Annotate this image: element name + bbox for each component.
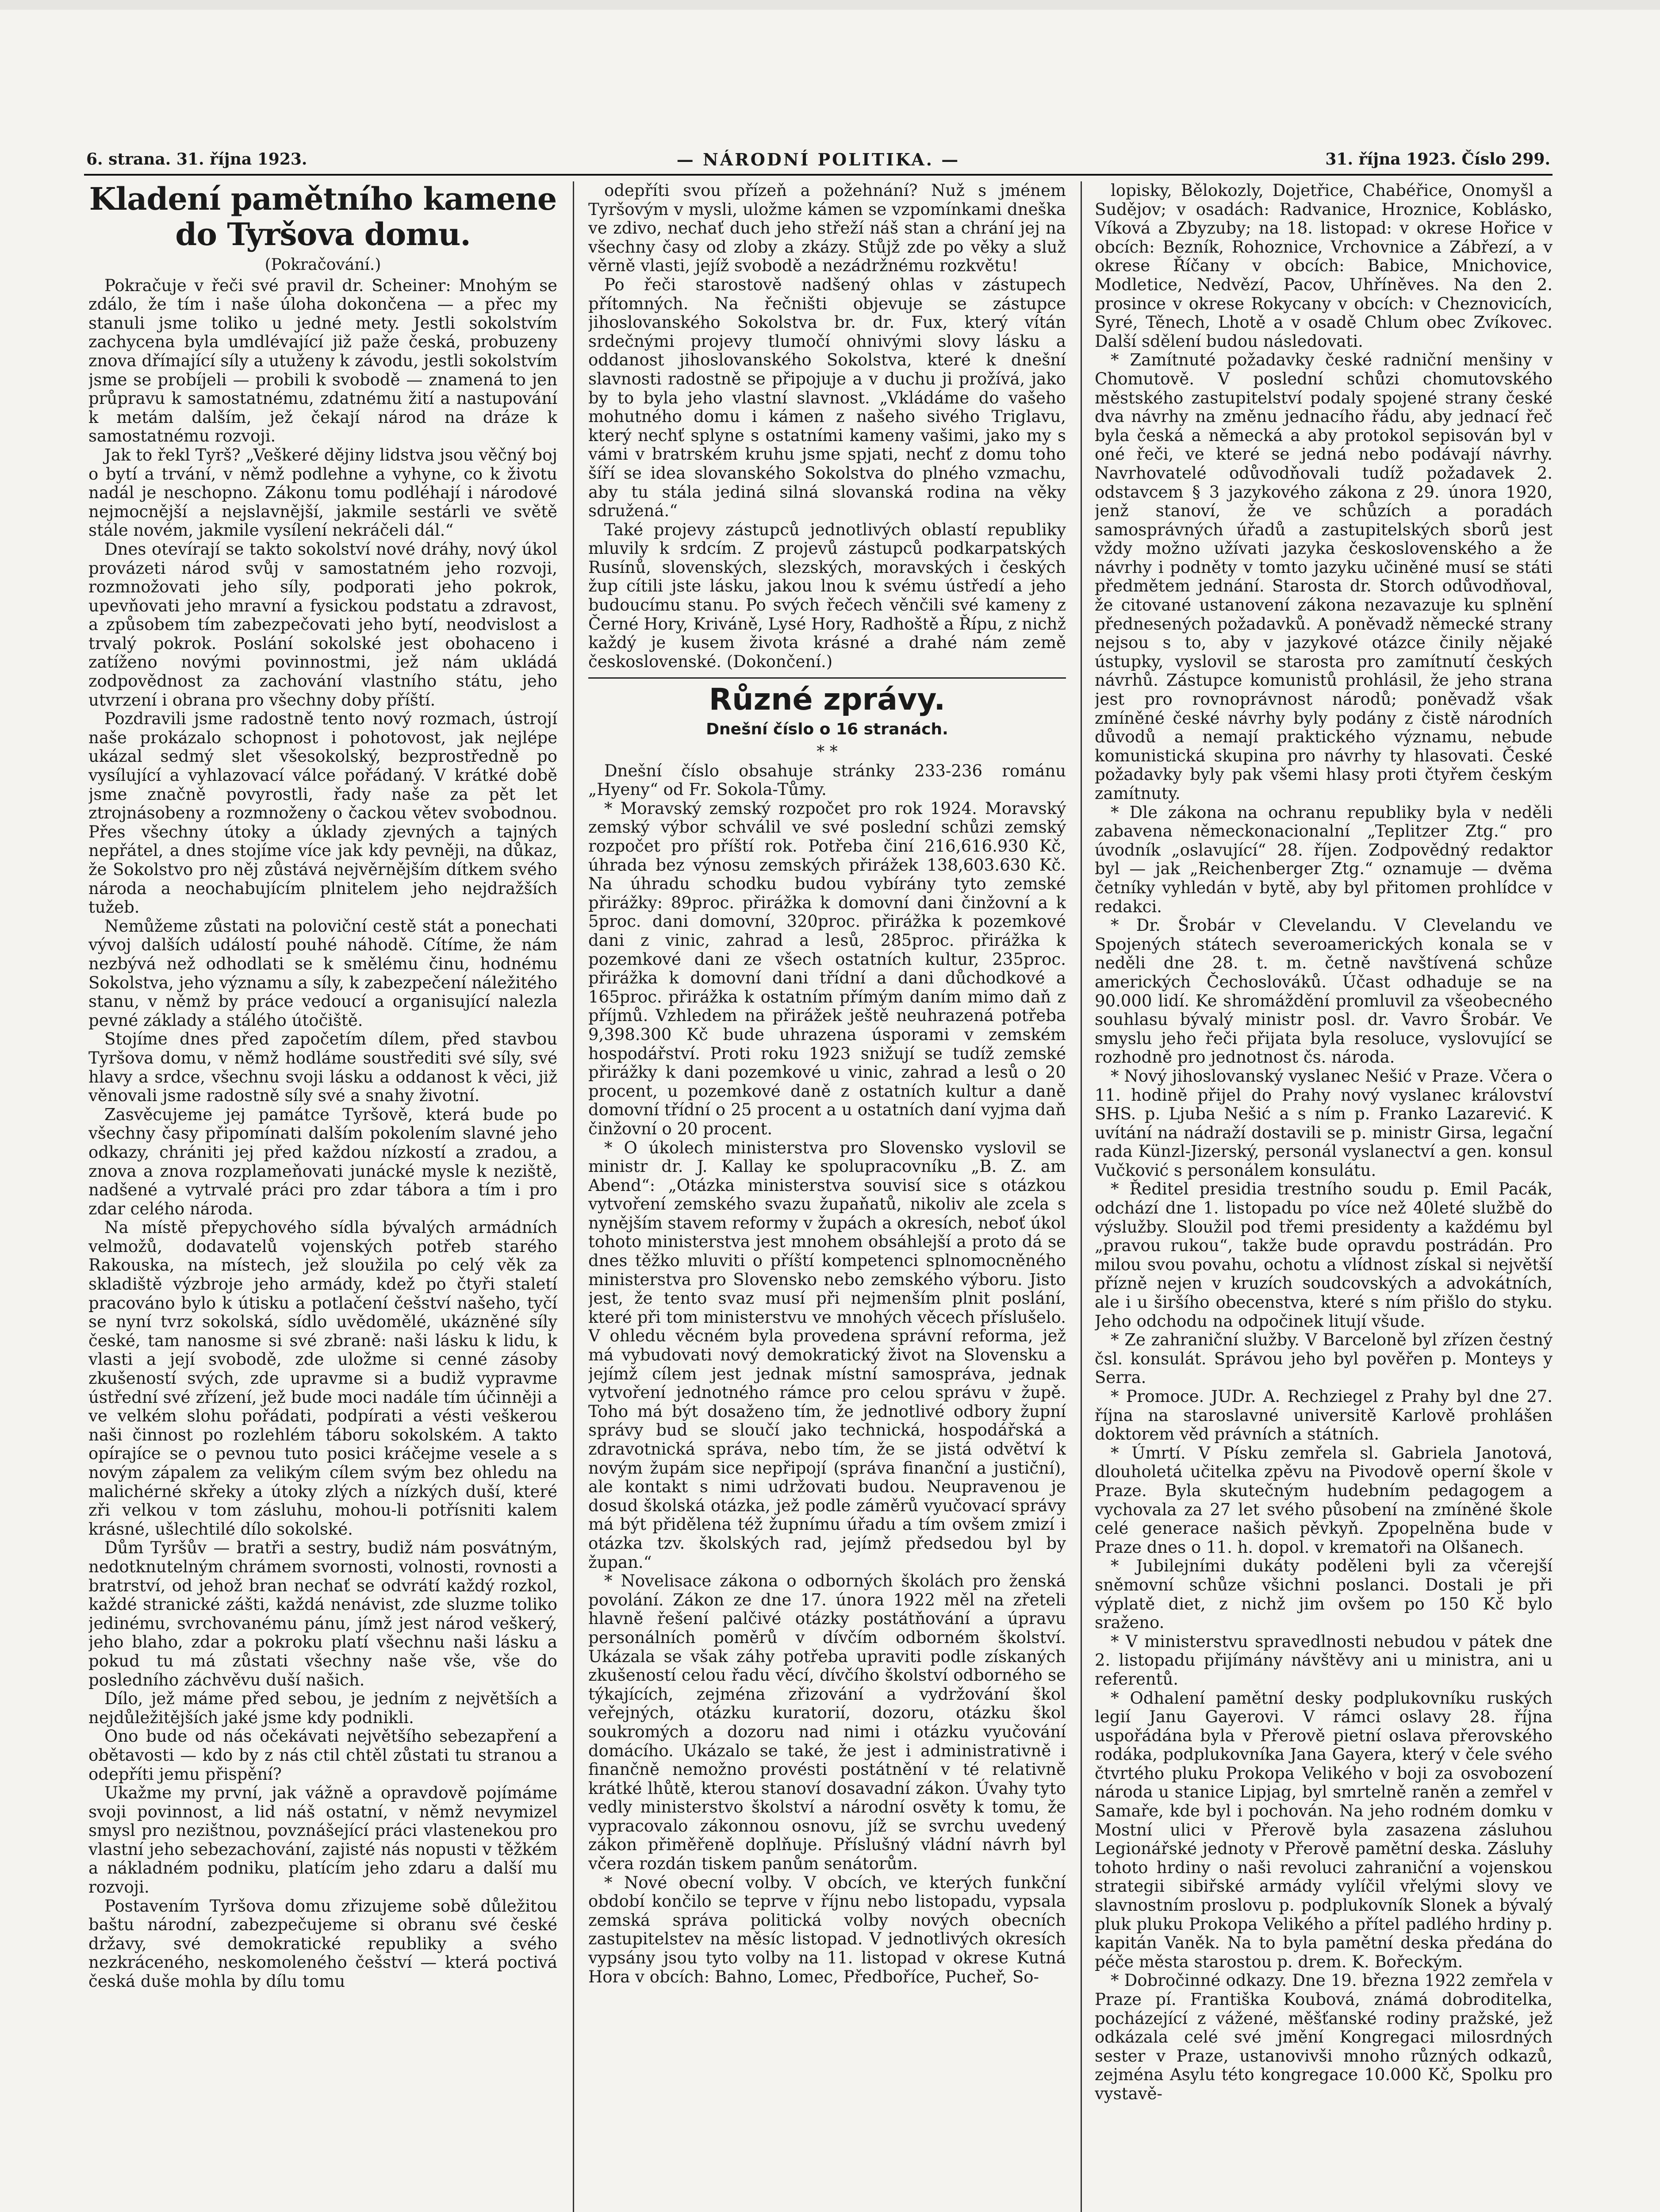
article-paragraph: Také projevy zástupců jednotlivých oblastí republiky mluvily k srdcím. Z projevů zástupců podkarpatských Rusínů, slovenských, slezských, moravských i českých žup cítili jste lásku, jakou lnou k svému ústředí a jeho budoucímu stanu. Po svých řečech věnčili své kameny z Černé Hory, Kriváně, Lysé Hory, Radhoště a Řípu, z nichž každý je kusem života krásné a drahé nám země československé. (Dokončení.) xyxy=(588,520,1066,671)
news-item: * Jubilejními dukáty poděleni byli za včerejší sněmovní schůze všichni poslanci. Dostali je při výplatě diet, z nichž jim ovšem po 150 Kč bylo sraženo. xyxy=(1095,1556,1553,1632)
news-item: * Dle zákona na ochranu republiky byla v neděli zabavena německonacionalní „Teplitzer Ztg.“ pro úvodník „oslavující“ 28. říjen. Zodpovědný redaktor byl — jak „Reichenberger Ztg.“ oznamuje — dvěma četníky vyhledán v bytě, aby byl přitomen prohlídce v redakci. xyxy=(1095,803,1553,916)
news-item: * Zamítnuté požadavky české radniční menšiny v Chomutově. V poslední schůzi chomutovského městského zastupitelství podaly spojené strany české dva návrhy na změnu jednacího řádu, aby jednací řeč byla česká a německá a aby protokol sepisován byl v oné řeči, ve které se jedná nebo podávají návrhy. Navrhovatelé odůvodňovali tudíž požadavek 2. odstavcem § 3 jazykového zákona z 29. února 1920, jenž stanoví, že ve schůzích a poradách samosprávných úřadů a zastupitelských sborů jest vždy možno užívati jazyka československého a že návrhy i podněty v tomto jazyku učiněné musí se státi předmětem jednání. Starosta dr. Storch odůvodňoval, že citované ustanovení zákona nezavazuje ku splnění přednesených požadavků. A poněvadž německé strany nejsou s to, aby v jazykové otázce činily nějaké ústupky, vyslovil se starosta pro zamítnutí českých návrhů. Zástupce komunistů prohlásil, že jeho strana jest pro rovnoprávnost národů; poněvadž však zmíněné české návrhy byly podány z čistě národních důvodů a nemají praktického významu, nebude komunistická skupina pro návrhy ty hlasovati. České požadavky byly pak všemi hlasy proti čtyřem českým zamítnuty. xyxy=(1095,350,1553,803)
column-divider-2 xyxy=(1081,181,1082,2212)
news-item: * V ministerstvu spravedlnosti nebudou v pátek dne 2. listopadu přijímány návštěvy ani u ministra, ani u referentů. xyxy=(1095,1632,1553,1689)
article-paragraph: Postavením Tyršova domu zřizujeme sobě důležitou baštu národní, zabezpečujeme si obranu své české državy, své demokratické republiky a svého nezkráceného, neskomoleného češství — která poctivá česká duše mohla by dílu tomu xyxy=(88,1896,557,1991)
section-title: Různé zprávy. xyxy=(588,677,1066,718)
news-item: * Nové obecní volby. V obcích, ve kterých funkční období končilo se teprve v říjnu nebo listopadu, vypsala zemská správa politická volby nových obecních zastupitelstev na měsíc listopad. V jednotlivých okresích vypsány jsou tyto volby na 11. listopad v okrese Kutná Hora v obcích: Bahno, Lomec, Předboříce, Pucheř, So- xyxy=(588,1873,1066,1986)
article-paragraph: Stojíme dnes před započetím dílem, před stavbou Tyršova domu, v němž hodláme soustřediti své síly, své hlavy a srdce, všechnu svoji lásku a oddanost k věci, již věnovali jsme radostně síly své a snahy životní. xyxy=(88,1029,557,1106)
page-top-edge xyxy=(0,0,1660,10)
article-paragraph: Pozdravili jsme radostně tento nový rozmach, ústrojí naše prokázalo schopnost i pohotovost, jak nejlépe ukázal sedmý slet všesokolský, bezprostředně po vysílující a vyhlazovací válce pořádaný. V krátké době jsme značně povyrostli, řady naše za pět let ztrojnásobeny a rozmnoženy o čackou větev svobodnou. Přes všechny útoky a úklady zjevných a tajných nepřátel, a dnes stojíme více jak kdy pevněji, na důkaz, že Sokolstvo pro něj zůstává nejvěrnějším dítkem svého národa a neochabujícím plnitelem jeho nejdražších tužeb. xyxy=(88,709,557,917)
article-paragraph: Ukažme my první, jak vážně a opravdově pojímáme svoji povinnost, a lid náš ostatní, v němž nevymizel smysl pro nezištnou, povznášející práci vlastenekou pro vlastní jeho sebezachování, zajisté nás nopusti v těžkém a nákladném podniku, platícím jeho zdaru a další mu rozvoji. xyxy=(88,1783,557,1897)
article-paragraph: Dílo, jež máme před sebou, je jedním z největších a nejdůležitějších jaké jsme kdy podnikli. xyxy=(88,1689,557,1727)
column-1 xyxy=(88,181,557,2212)
article-paragraph: Jak to řekl Tyrš? „Veškeré dějiny lidstva jsou věčný boj o bytí a trvání, v němž podlehne a vyhyne, co k životu nadál je neschopno. Zákonu tomu podléhají i národové nejmocnější a nejslavnější, jakmile sestárli ve světě stále novém, jakmile vysílení nekráčeli dál.“ xyxy=(88,445,557,540)
news-items xyxy=(588,762,1066,1987)
news-item: * Promoce. JUDr. A. Rechziegel z Prahy byl dne 27. října na staroslavné universitě Karlově prohlášen doktorem věd právních a státních. xyxy=(1095,1387,1553,1444)
news-item: * Ze zahraniční služby. V Barceloně byl zřízen čestný čsl. konsulát. Správou jeho byl pověřen p. Monteys y Serra. xyxy=(1095,1330,1553,1387)
article-paragraph: Po řeči starostově nadšený ohlas v zástupech přítomných. Na řečništi objevuje se zástupce jihoslovanského Sokolstva br. dr. Fux, který vítán srdečnými projevy tlumočí ohnivými slovy lásku a oddanost jihoslovanského Sokolstva, které k dnešní slavnosti radostně se připojuje a v duchu ji prožívá, jako by to byla jeho vlastní slavnost. „Vkládáme do vašeho mohutného domu i kámen z našeho sivého Triglavu, který nechť splyne s ostatními kameny vašimi, jako my s vámi v bratrském kruhu jsme spjati, nechť z domu toho šíří se idea slovanského Sokolstva do plného vzmachu, aby tu stála jediná silná slovanská rodina na věky sdružená.“ xyxy=(588,275,1066,521)
article-continuation xyxy=(588,181,1066,671)
column-3 xyxy=(1095,181,1553,2212)
news-item: * Novelisace zákona o odborných školách pro ženská povolání. Zákon ze dne 17. února 1922 měl na zřeteli hlavně řešení palčivé otázky postátňování a úpravu personálních poměrů v dívčím odborném školství. Ukázala se však záhy potřeba upraviti podle získaných zkušeností celou řadu věcí, dívčího školství odborného se týkajících, zejména zřizování a vydržování škol veřejných, otázku kuratorií, dozoru, otázku škol soukromých a dozoru nad nimi i otázku vyučování domácího. Ukázalo se také, že jest i administrativně i finančně nemožno provésti postátnění v té relativně krátké lhůtě, kterou stanoví dosavadní zákon. Úvahy tyto vedly ministerstvo školství a národní osvěty k tomu, že vypracovalo zákonnou osnovu, jíž se svrchu uvedený zákon přiměřeně doplňuje. Příslušný vládní návrh byl včera rozdán tiskem panům senátorům. xyxy=(588,1571,1066,1874)
news-item: * Ředitel presidia trestního soudu p. Emil Pacák, odchází dne 1. listopadu po více než 40leté službě do výslužby. Sloužil pod třemi presidenty a každému byl „pravou rukou“, takže bude opravdu postrádán. Pro milou svou povahu, ochotu a vlídnost získal si největší přízně nejen v kruzích soudcovských a advokátních, ale i u širšího obecenstva, které s ním přišlo do styku. Jeho odchodu na odpočinek litují všude. xyxy=(1095,1179,1553,1331)
article-paragraph: Dům Tyršův — bratři a sestry, budiž nám posvátným, nedotknutelným chrámem svornosti, volnosti, rovnosti a bratrství, od jehož bran nechať se odvrátí každý rozkol, každé stranické zášti, každá nenávist, zde sluzme toliko jedinému, svrchovanému pánu, jímž jest národ veškerý, jeho blaho, zdar a pokroku platí všechnu naši lásku a pokud tu má zůstati všechny naše vše, vše do posledního záchvěvu duší našich. xyxy=(88,1538,557,1690)
article-paragraph: Nemůžeme zůstati na poloviční cestě stát a ponechati vývoj dalších událostí pouhé náhodě. Cítíme, že nám nezbývá než odhodlati se k smělému činu, hodnému Sokolstva, jeho významu a síly, k zabezpečení náležitého stanu, v němž by práce vedoucí a organisující nalezla pevné základy a stálého útočiště. xyxy=(88,916,557,1030)
column-2 xyxy=(588,181,1066,2212)
header-rule xyxy=(84,174,1553,176)
section-stars: * * xyxy=(817,743,838,761)
header-date-right: 31. října 1923. Číslo 299. xyxy=(1325,150,1550,169)
news-item: * O úkolech ministerstva pro Slovensko vyslovil se ministr dr. J. Kallay ke spolupracovníku „B. Z. am Abend“: „Otázka ministerstva souvisí sice s otázkou vytvoření zemského svazu župaňatů, nikoliv ale zcela s nynějším stavem reformy v župách a okresích, neboť úkol tohoto ministerstva jest mnohem obsáhlejší a proto dá se dnes těžko mluviti o příští kompetenci splnomocněného ministerstva pro Slovensko nebo zemského výboru. Jisto jest, že tento svaz musí při nejmenším plnit poslání, které při tom ministerstvu ve mnohých věcech příslušelo. V ohledu věcném byla provedena správní reforma, jež má vybudovati nový demokratický život na Slovensku a jejímž cílem jest jednak místní samospráva, jednak vytvoření jednotného rámce pro celou správu v župě. Toho má být dosaženo tím, že jednotlivé odbory župní správy bud se sloučí jako technická, hospodářská a zdravotnická správa, nebo tím, že se jistá odvětví k novým župám sice nepřipojí (správa finanční a justiční), ale kontakt s nimi udržovati budou. Neupravenou je dosud školská otázka, jež podle záměrů vyučovací správy má být přidělena též župnímu úřadu a tím ovšem zmizí i otázka tzv. školských rad, jejímž předsedou byl by župan.“ xyxy=(588,1138,1066,1572)
news-item: * Dobročinné odkazy. Dne 19. března 1922 zemřela v Praze pí. Františka Koubová, známá dobroditelka, pocházející z vážené, měšťanské rodiny pražské, jež odkázala celé své jmění Kongregaci milosrdných sester v Praze, ustanovivši mnoho různých odkazů, zejména Asylu této kongregace 10.000 Kč, Spolku pro vystavě- xyxy=(1095,1971,1553,2103)
news-item: Dnešní číslo obsahuje stránky 233-236 románu „Hyeny“ od Fr. Sokola-Tůmy. xyxy=(588,761,1066,799)
column-divider-1 xyxy=(573,181,574,2212)
newspaper-masthead: — NÁRODNÍ POLITIKA. — xyxy=(676,149,960,169)
header-date-left: 6. strana. 31. října 1923. xyxy=(86,150,307,169)
section-subtitle: Dnešní číslo o 16 stranách. xyxy=(706,720,948,739)
news-item: * Úmrtí. V Písku zemřela sl. Gabriela Janotová, dlouholetá učitelka zpěvu na Pivodově operní škole v Praze. Byla skutečným hudebním pedagogem a vychovala za 27 let svého působení na zmíněné škole celé generace našich pěvkyň. Zpopelněna bude v Praze dnes o 11. h. dopol. v krematoři na Olšanech. xyxy=(1095,1443,1553,1557)
news-item: * Nový jihoslovanský vyslanec Nešić v Praze. Včera o 11. hodině přijel do Prahy nový vyslanec království SHS. p. Ljuba Nešić a s ním p. Franko Lazarević. K uvítání na nádraží dostavili se p. ministr Girsa, legační rada Künzl-Jizerský, personál vyslanectví a gen. konsul Vučković s personálem konsulátu. xyxy=(1095,1066,1553,1180)
article-paragraph: Zasvěcujeme jej památce Tyršově, která bude po všechny časy připomínati dalším pokolením slavné jeho odkazy, chrániti jej před každou nízkostí a zradou, a znova a znova rozplameňovati junácké mysle k neziště, nadšené a vytrvalé práci pro zdar tábora a tím i pro zdar celého národa. xyxy=(88,1105,557,1218)
news-item: * Moravský zemský rozpočet pro rok 1924. Moravský zemský výbor schválil ve své poslední schůzi zemský rozpočet pro příští rok. Potřeba činí 216,616.930 Kč, úhrada bez výnosu zemských přirážek 138,603.630 Kč. Na úhradu schodku budou vybírány tyto zemské přirážky: 89proc. přirážka k domovní dani činžovní a k 5proc. dani domovní, 320proc. přirážka k pozemkové dani z vinic, zahrad a lesů, 285proc. přirážka k pozemkové dani ze všech ostatních kultur, 235proc. přirážka k domovní dani třídní a dani důchodkové a 165proc. přirážka k ostatním přímým daním mimo daň z příjmů. Vzhledem na přirážek ještě neuhrazená potřeba 9,398.300 Kč bude uhrazena úsporami v zemském hospodářství. Proti roku 1923 snižují se tudíž zemské přirážky k dani pozemkové u vinic, zahrad a lesů o 20 procent, u pozemkové daně z ostatních kultur a daně domovní třídní o 25 procent a u ostatních daní vyjma daň činžovní o 20 procent. xyxy=(588,799,1066,1138)
news-item: * Dr. Šrobár v Clevelandu. V Clevelandu ve Spojených státech severoamerických konala se v neděli dne 28. t. m. četně navštívená schůze amerických Čechoslováků. Účast odhaduje se na 90.000 lidí. Ke shromáždění promluvil za všeobecného souhlasu bývalý ministr posl. dr. Vavro Šrobár. Ve smyslu jeho řeči přijata byla resoluce, vyslovující se rozhodně pro jednotnost čs. národa. xyxy=(1095,916,1553,1067)
news-items-continued xyxy=(1095,181,1553,2104)
article-paragraph: Dnes otevírají se takto sokolství nové dráhy, nový úkol provázeti národ svůj v samostatném jeho rozvoji, rozmnožovati jeho síly, podporati jeho pokrok, upevňovati jeho mravní a fysickou podstatu a zdravost, a způsobem tím zabezpečovati jeho bytí, neodvislost a trvalý pokrok. Poslání sokolské jest obohaceno i zatíženo novými povinnostmi, jež nám ukládá zodpovědnost za zachování vlastního státu, jeho utvrzení i obrana pro všechny doby příští. xyxy=(88,539,557,710)
article-paragraph: odepříti svou přízeň a požehnání? Nuž s jménem Tyršovým v mysli, uložme kámen se vzpomínkami dneška ve zdivo, nechať duch jeho střeží náš stan a chrání jej na všechny časy od zloby a zkázy. Stůjž zde po věky a služ věrně vlasti, jejíž svobodě a nezádržnému rozkvětu! xyxy=(588,181,1066,276)
article-paragraph: Na místě přepychového sídla bývalých armádních velmožů, dodavatelů vojenských potřeb starého Rakouska, na místech, jež sloužila po celý věk za skladiště výzbroje jeho armády, kdež po čtyři staletí pracováno bylo k útisku a potlačení češství našeho, tyčí se nyní tvrz sokolská, sídlo uvědomělé, ukázněné síly české, tam nanosme si své zbraně: naši lásku k lidu, k vlasti a její svobodě, zde uložme si cenné zásoby zkušeností svých, zde upravme si a budiž vypravme ústřední své zřízení, jež bude moci nadále tím účinněji a ve velkém slohu pořádati, podpírati a vésti veškerou naši činnost po rozlehlém táboru sokolském. A takto opírajíce se o pevnou tuto posici kráčejme vesele a s novým zápalem za velikým cílem svým bez ohledu na malichérné skřeky a útoky zlých a nízkých duší, které zři velkou v tom zásluhu, mohou-li potřísniti kalem krásné, ušlechtilé dílo sokolské. xyxy=(88,1218,557,1539)
news-item: lopisky, Bělokozly, Dojetřice, Chabéřice, Onomyšl a Sudějov; v osadách: Radvanice, Hroznice, Koblásko, Víková a Zbyzuby; na 18. listopad: v okrese Hořice v obcích: Bezník, Rohoznice, Vrchovnice a Zábřezí, a v okrese Říčany v obcích: Babice, Mnichovice, Modletice, Nedvězí, Pacov, Uhříněves. Na den 2. prosince v okrese Rokycany v obcích: v Cheznovicích, Syré, Těnech, Lhotě a v osadě Chlum obec Zvíkovec. Další sdělení budou následovati. xyxy=(1095,181,1553,351)
article-body xyxy=(88,276,557,1991)
article-paragraph: Ono bude od nás očekávati největšího sebezapření a obětavosti — kdo by z nás ctil chtěl zůstati tu stranou a odepříti jemu přispění? xyxy=(88,1727,557,1784)
page-header xyxy=(86,146,1550,173)
article-headline: Kladení pamětního kamene do Tyršova domu. xyxy=(89,181,557,253)
news-item: * Odhalení pamětní desky podplukovníku ruských legií Janu Gayerovi. V rámci oslavy 28. října uspořádána byla v Přerově pietní oslava přerovského rodáka, podplukovníka Jana Gayera, který v čele svého čtvrtého pluku Prokopa Velikého v boji za osvobození národa u stanice Lipjag, byl smrtelně raněn a zemřel v Samaře, kde byl i pochován. Na jeho rodném domku v Mostní ulici v Přerově byla zasazena zásluhou Legionářské jednoty v Přerově pamětní deska. Zásluhy tohoto hrdiny o naši revoluci zahraniční a vojenskou strategii sibiřské armády vylíčil vřelými slovy ve slavnostním proslovu p. podplukovník Slonek a bývalý pluk pluku Prokopa Velikého a přítel padlého hrdiny p. kapitán Vaněk. Na to byla pamětní deska předána do péče města starostou p. drem. K. Bořeckým. xyxy=(1095,1688,1553,1971)
article-subtitle: (Pokračování.) xyxy=(265,256,381,274)
article-paragraph: Pokračuje v řeči své pravil dr. Scheiner: Mnohým se zdálo, že tím i naše úloha dokončena — a přec my stanuli jsme toliko u jedné mety. Jestli sokolstvím zachycena byla umdlévající již paže česká, probuzeny znova dřímající síly a utuženy k závodu, jestli sokolstvím jsme se probíjeli — probili k svobodě — znamená to jen průpravu k samostatnému, zdatnému žití a nastupování k metám dalším, jež čekají národ na dráze k samostatnému rozvoji. xyxy=(88,276,557,446)
